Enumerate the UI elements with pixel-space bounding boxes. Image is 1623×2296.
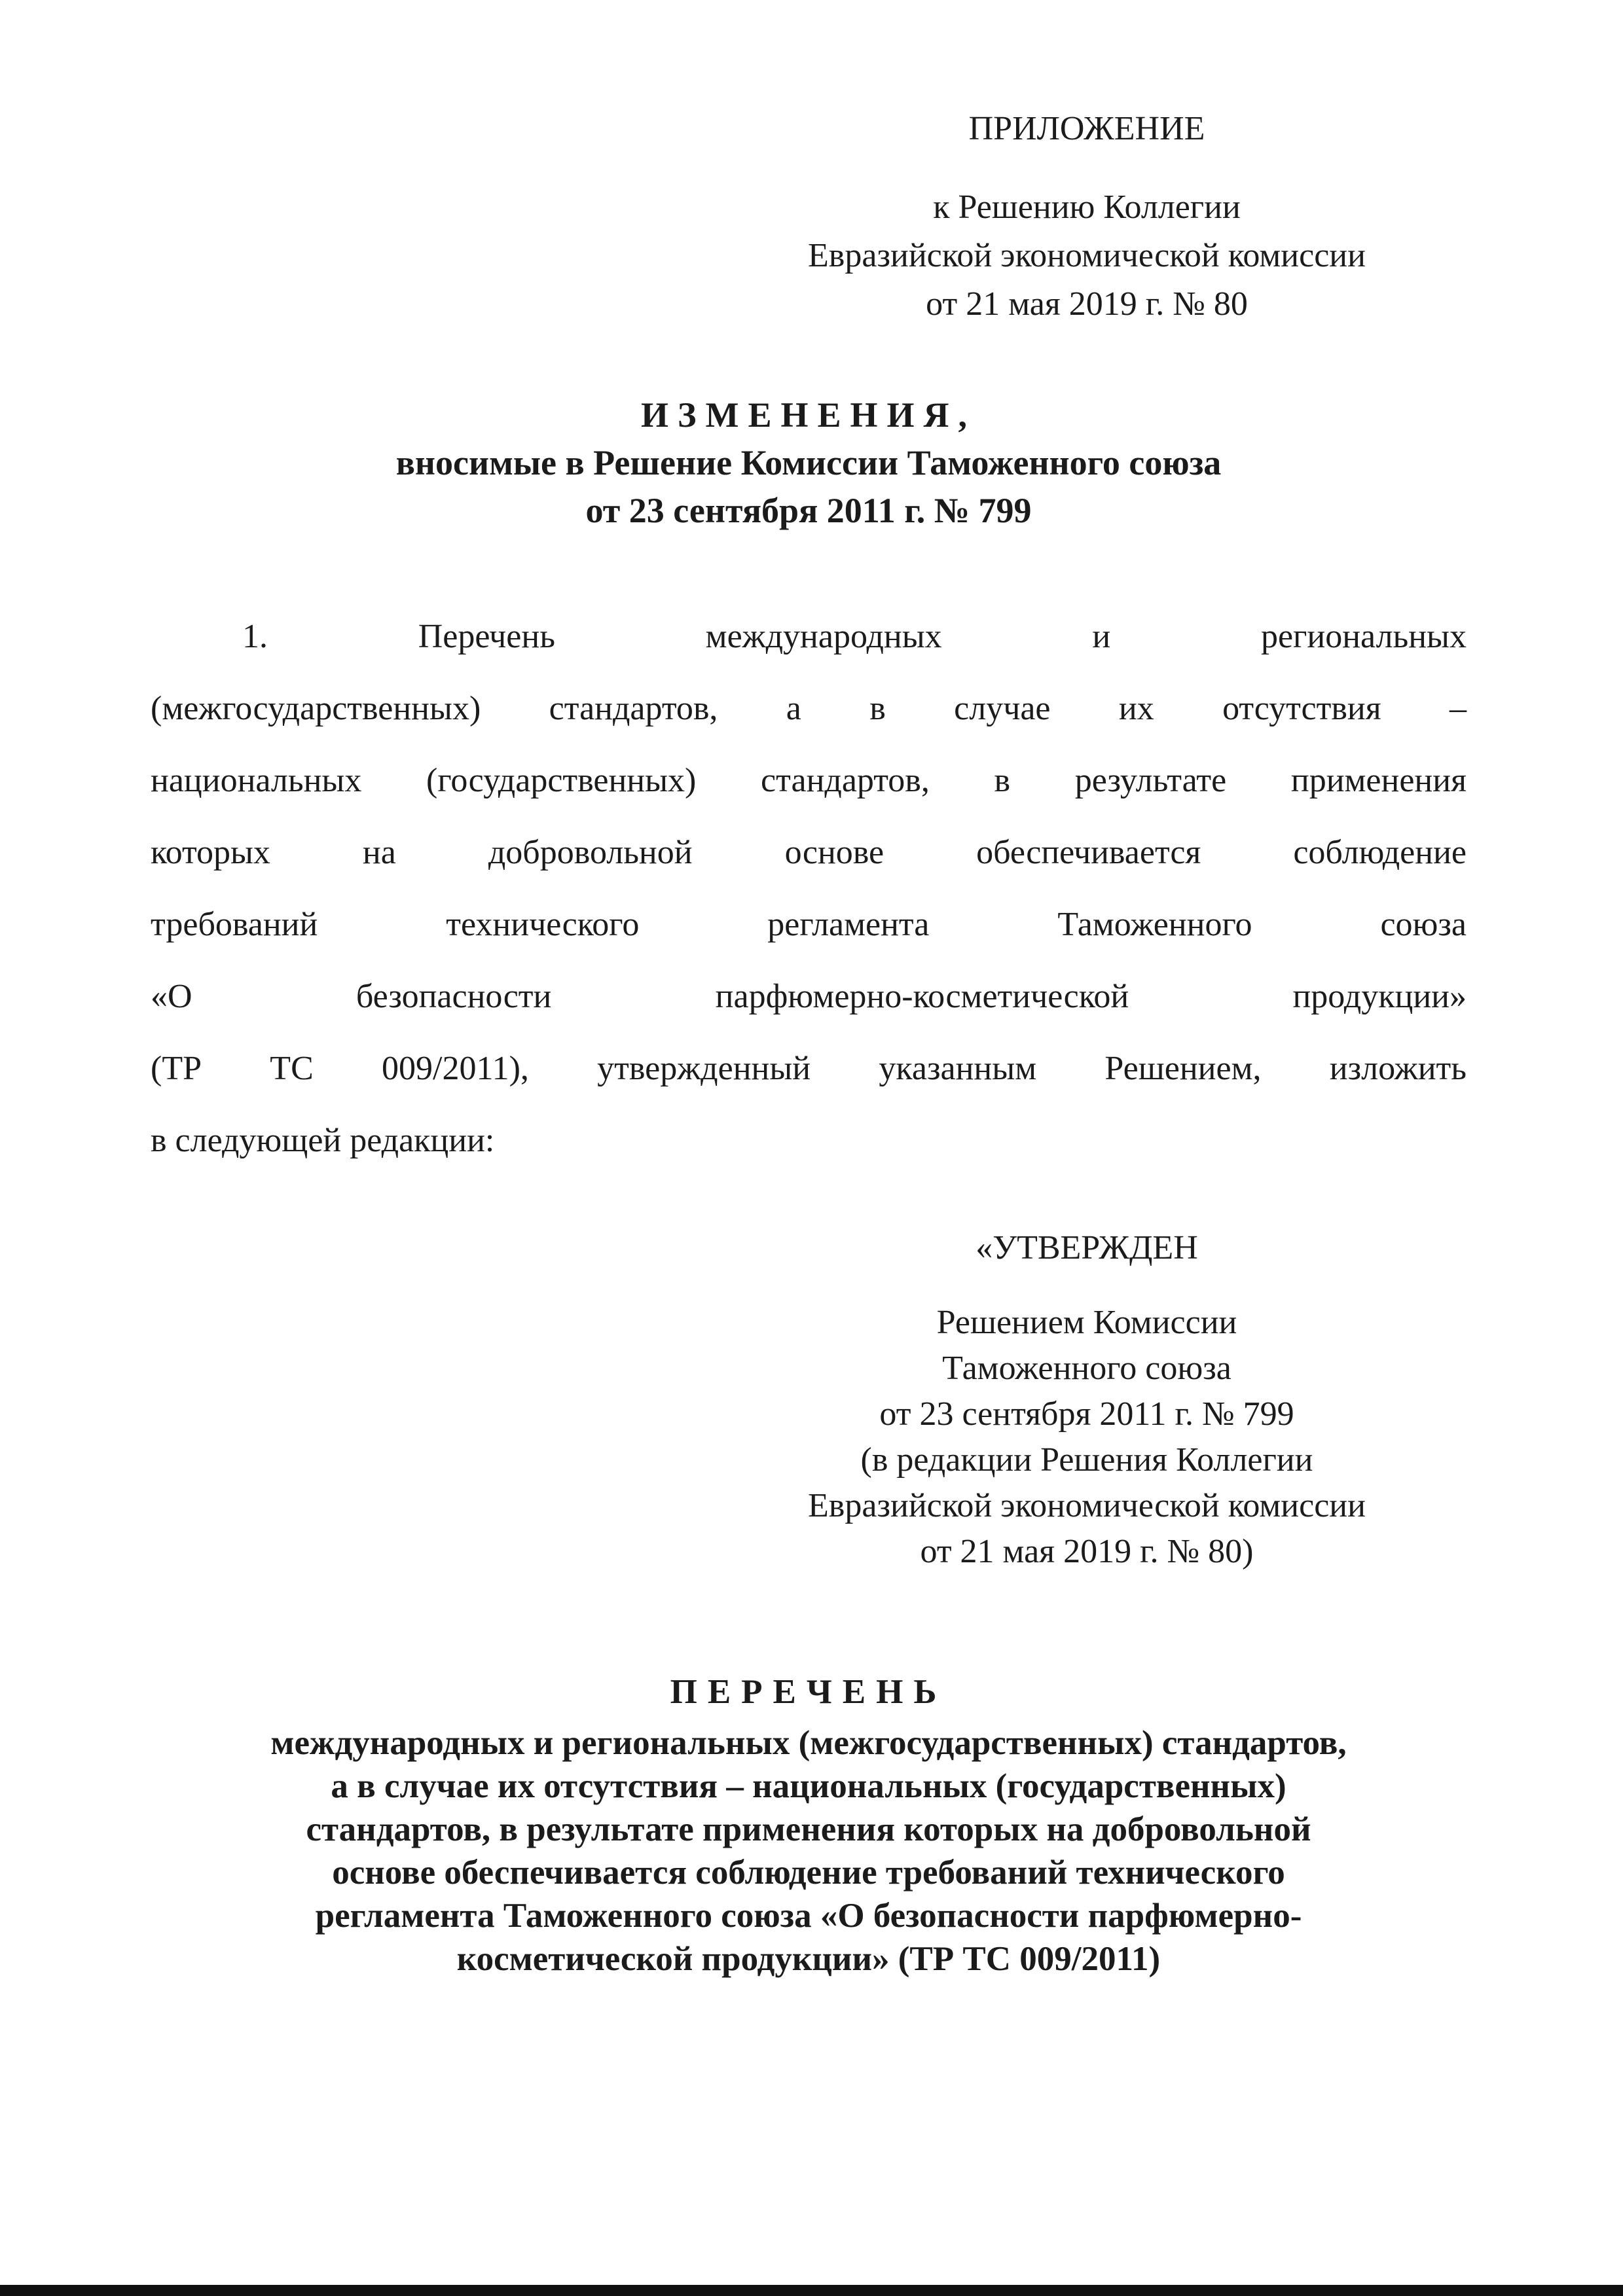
- list-title-line: косметической продукции» (ТР ТС 009/2011): [456, 1940, 1161, 1978]
- appendix-line: Евразийской экономической комиссии: [808, 237, 1366, 274]
- paragraph-line: (ТР ТС 009/2011), утвержденный указанным Решением, изложить: [151, 1050, 1467, 1087]
- title-line: от 23 сентября 2011 г. № 799: [585, 491, 1032, 530]
- appendix-line: к Решению Коллегии: [933, 188, 1241, 226]
- list-title-line: основе обеспечивается соблюдение требований технического: [332, 1854, 1285, 1892]
- approval-line: от 23 сентября 2011 г. № 799: [879, 1395, 1294, 1433]
- body-paragraph: [151, 601, 1467, 1177]
- paragraph-line: в следующей редакции:: [151, 1122, 495, 1159]
- list-title-line: международных и региональных (межгосударственных) стандартов,: [270, 1724, 1347, 1762]
- approval-line: Таможенного союза: [942, 1350, 1231, 1387]
- approval-line: Решением Комиссии: [936, 1304, 1237, 1341]
- list-title-line: стандартов, в результате применения которых на добровольной: [306, 1810, 1311, 1848]
- approval-line: от 21 мая 2019 г. № 80): [920, 1533, 1254, 1570]
- list-title-line: а в случае их отсутствия – национальных (государственных): [331, 1767, 1286, 1805]
- appendix-line: от 21 мая 2019 г. № 80: [926, 285, 1248, 323]
- paragraph-line: «О безопасности парфюмерно-косметической продукции»: [151, 978, 1467, 1015]
- appendix-block: [733, 105, 1440, 329]
- scan-artifact-bar: [0, 2285, 1623, 2296]
- paragraph-line: требований технического регламента Таможенного союза: [151, 906, 1467, 943]
- paragraph-line: которых на добровольной основе обеспечивается соблюдение: [151, 834, 1467, 871]
- paragraph-line: национальных (государственных) стандартов, в результате применения: [151, 762, 1467, 799]
- approval-line: (в редакции Решения Коллегии: [860, 1441, 1313, 1479]
- title-line: ИЗМЕНЕНИЯ,: [640, 395, 976, 435]
- paragraph-line: (межгосударственных) стандартов, а в случае их отсутствия –: [151, 690, 1467, 727]
- approval-block: [733, 1225, 1440, 1575]
- paragraph-line: 1. Перечень международных и региональных: [242, 618, 1467, 655]
- title-line: вносимые в Решение Комиссии Таможенного союза: [395, 443, 1222, 482]
- list-title-line: регламента Таможенного союза «О безопасности парфюмерно-: [315, 1897, 1302, 1935]
- approval-line: Евразийской экономической комиссии: [808, 1487, 1366, 1524]
- appendix-heading: ПРИЛОЖЕНИЕ: [968, 110, 1205, 147]
- approval-heading: «УТВЕРЖДЕН: [976, 1229, 1198, 1266]
- document-title: [151, 391, 1467, 535]
- list-heading: ПЕРЕЧЕНЬ: [670, 1673, 947, 1711]
- list-title-block: [151, 1670, 1467, 1981]
